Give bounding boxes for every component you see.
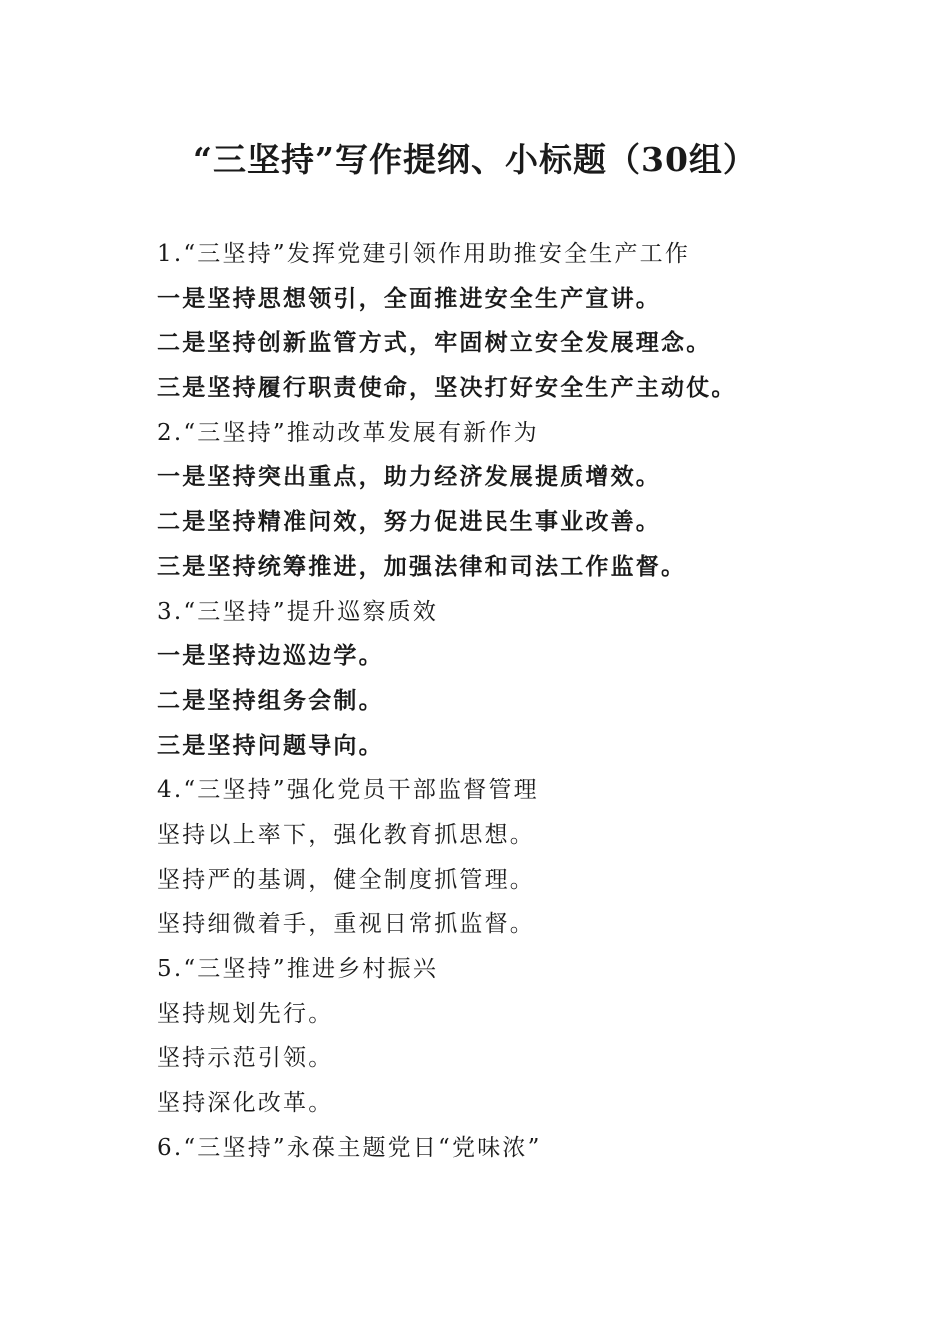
outline-point: 二是坚持创新监管方式，牢固树立安全发展理念。: [157, 329, 712, 357]
outline-line: 坚持细微着手，重视日常抓监督。: [157, 911, 535, 938]
outline-line: 坚持严的基调，健全制度抓管理。: [157, 866, 535, 893]
outline-line: 1.“三坚持”发挥党建引领作用助推安全生产工作: [157, 241, 691, 267]
outline-point: 三是坚持问题导向。: [157, 731, 384, 759]
outline-point: 一是坚持突出重点，助力经济发展提质增效。: [157, 463, 661, 491]
outline-line: 坚持示范引领。: [157, 1045, 334, 1072]
outline-line: 6.“三坚持”永葆主题党日“党味浓”: [157, 1134, 542, 1161]
outline-point: 二是坚持组务会制。: [157, 686, 384, 714]
outline-line: 3.“三坚持”提升巡察质效: [157, 598, 439, 625]
outline-point: 一是坚持边巡边学。: [157, 642, 384, 670]
outline-point: 一是坚持思想领引，全面推进安全生产宣讲。: [157, 284, 661, 312]
document-title: “三坚持”写作提纲、小标题（30组）: [193, 140, 757, 179]
outline-line: 4.“三坚持”强化党员干部监督管理: [157, 777, 539, 804]
document-body: [157, 232, 917, 1170]
outline-point: 三是坚持履行职责使命，坚决打好安全生产主动仗。: [157, 374, 737, 402]
outline-point: 二是坚持精准问效，努力促进民生事业改善。: [157, 508, 661, 536]
outline-line: 坚持深化改革。: [157, 1090, 334, 1117]
outline-line: 5.“三坚持”推进乡村振兴: [157, 956, 439, 982]
outline-point: 三是坚持统筹推进，加强法律和司法工作监督。: [157, 552, 687, 580]
outline-line: 坚持规划先行。: [157, 1000, 334, 1027]
outline-line: 2.“三坚持”推动改革发展有新作为: [157, 419, 539, 446]
outline-line: 坚持以上率下，强化教育抓思想。: [157, 821, 535, 848]
